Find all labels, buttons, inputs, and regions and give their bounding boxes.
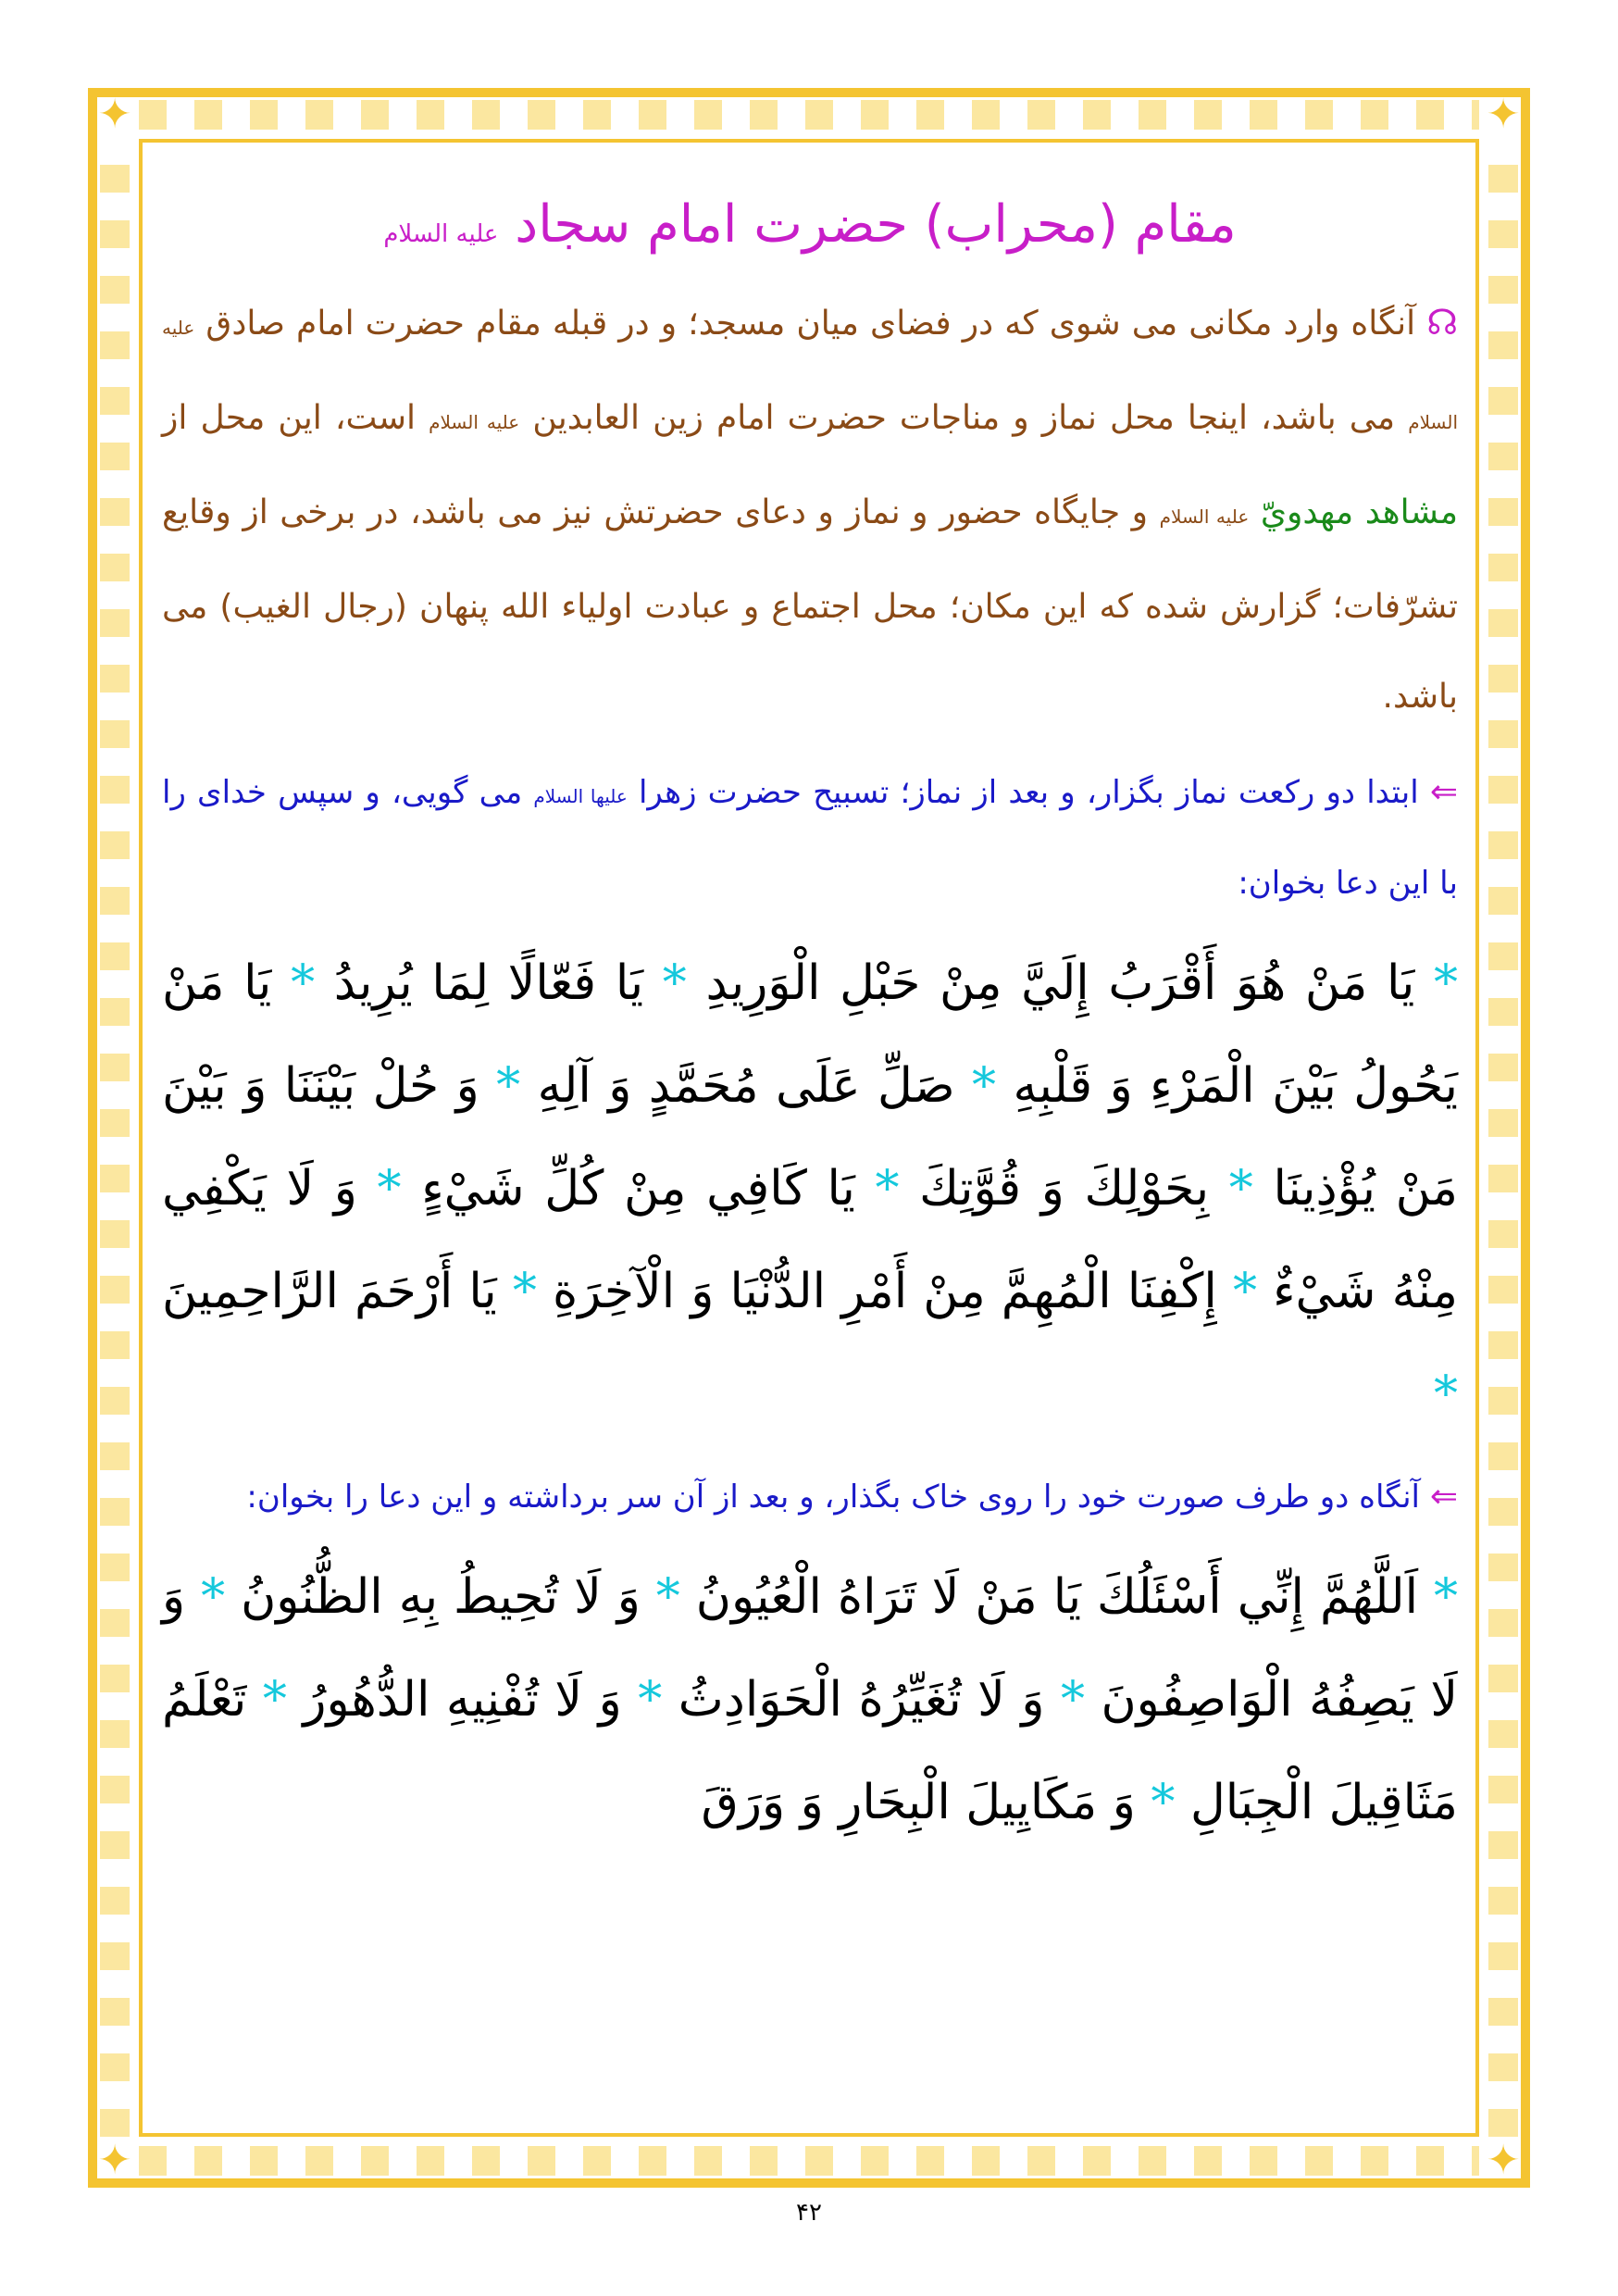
ornament-icon: ☊ xyxy=(1426,302,1458,343)
corner-ornament-icon: ✦ xyxy=(97,2137,132,2184)
star-separator-icon: * xyxy=(185,1569,242,1625)
star-separator-icon: * xyxy=(246,1672,304,1728)
star-separator-icon: * xyxy=(1414,955,1458,1011)
dua-phrase: وَ لَا تُفْنِيهِ الدُّهُورُ xyxy=(303,1672,622,1728)
page-title xyxy=(162,194,1458,255)
intro-text: است، این محل از xyxy=(162,399,417,437)
star-separator-icon: * xyxy=(1044,1672,1101,1728)
intro-text: می باشد، اینجا محل نماز و مناجات حضرت امام زین العابدین xyxy=(532,399,1396,437)
page-content xyxy=(162,181,1458,2106)
dua-phrase: يَا كَافِي مِنْ كُلِّ شَيْءٍ xyxy=(421,1161,855,1217)
dua-phrase: تَعْلَمُ مَثَاقِيلَ الْجِبَالِ xyxy=(162,1672,1458,1830)
arrow-icon: ⇐ xyxy=(1429,773,1459,811)
dua-phrase: يَا فَعّالًا لِمَا يُرِيدُ xyxy=(333,955,644,1011)
border-band-right xyxy=(1488,139,1518,2137)
intro-text: و جایگاه حضور و نماز و دعای حضرتش نیز می باشد، در برخی از وقایع تشرّفات؛ گزارش شده که این مکان؛ محل اجتماع و عبادت اولیاء الله پنهان (رجال الغیب) می باشد. xyxy=(162,493,1458,716)
border-band-top xyxy=(139,100,1479,130)
honorific: عليه السلام xyxy=(383,220,499,248)
arrow-icon: ⇐ xyxy=(1429,1478,1458,1516)
dua-phrase: وَ مَكَايِيلَ الْبِحَارِ وَ وَرَقَ xyxy=(701,1775,1136,1830)
dua-phrase: وَ لَا يَصِفُهُ الْوَاصِفُونَ xyxy=(162,1569,1459,1728)
highlight-text: مشاهد مهدويّ xyxy=(1260,493,1458,531)
instruction-text: آنگاه دو طرف صورت خود را روی خاک بگذار، و بعد از آن سر برداشته و این دعا را بخوان: xyxy=(246,1479,1421,1516)
dua-phrase: يَا مَنْ يَحُولُ بَيْنَ الْمَرْءِ وَ قَلْبِهِ xyxy=(162,955,1458,1114)
star-separator-icon: * xyxy=(854,1161,920,1217)
star-separator-icon: * xyxy=(1135,1775,1190,1830)
star-separator-icon: * xyxy=(640,1569,696,1625)
title-text: مقام (محراب) حضرت امام سجاد xyxy=(515,194,1237,255)
star-separator-icon: * xyxy=(1418,1569,1459,1625)
corner-ornament-icon: ✦ xyxy=(97,91,132,138)
star-separator-icon: * xyxy=(643,955,706,1011)
dua-phrase: صَلِّ عَلَى مُحَمَّدٍ وَ آلِهِ xyxy=(537,1058,955,1114)
intro-text: آنگاه وارد مکانی می شوی که در فضای میان مسجد؛ و در قبله مقام حضرت امام صادق xyxy=(205,305,1416,343)
honorific: عليه السلام xyxy=(429,411,520,433)
border-band-left xyxy=(100,139,130,2137)
star-separator-icon: * xyxy=(271,955,334,1011)
honorific: عليه السلام xyxy=(162,317,1458,433)
dua-phrase: يَا مَنْ هُوَ أَقْرَبُ إِلَيَّ مِنْ حَبْلِ الْوَرِيدِ xyxy=(705,955,1415,1011)
dua-phrase: وَ لَا تُغَيِّرُهُ الْحَوَادِثُ xyxy=(678,1672,1045,1728)
corner-ornament-icon: ✦ xyxy=(1486,2137,1521,2184)
honorific: عليه السلام xyxy=(1159,505,1250,528)
border-band-bottom xyxy=(139,2146,1479,2176)
dua-phrase: وَ لَا تُحِيطُ بِهِ الظُّنُونُ xyxy=(241,1569,641,1625)
instruction-1 xyxy=(162,749,1458,927)
page-number: ۴۲ xyxy=(796,2199,822,2227)
star-separator-icon: * xyxy=(496,1264,553,1319)
dua-1 xyxy=(162,932,1458,1446)
intro-paragraph xyxy=(162,278,1458,742)
star-separator-icon: * xyxy=(1434,1366,1458,1422)
dua-2 xyxy=(162,1546,1458,1854)
corner-ornament-icon: ✦ xyxy=(1486,91,1521,138)
star-separator-icon: * xyxy=(1216,1264,1274,1319)
instruction-text: می گویی، و سپس خدای را با این دعا بخوان: xyxy=(162,774,1458,902)
star-separator-icon: * xyxy=(1209,1161,1274,1217)
star-separator-icon: * xyxy=(356,1161,422,1217)
instruction-2 xyxy=(162,1454,1458,1541)
dua-phrase: بِحَوْلِكَ وَ قُوَّتِكَ xyxy=(919,1161,1210,1217)
dua-phrase: وَ لَا يَكْفِي مِنْهُ شَيْءٌ xyxy=(162,1161,1459,1319)
dua-phrase: اَللَّهُمَّ إِنِّي أَسْئَلُكَ يَا مَنْ لَا تَرَاهُ الْعُيُونُ xyxy=(695,1569,1419,1625)
star-separator-icon: * xyxy=(954,1058,1014,1114)
honorific: عليها السلام xyxy=(533,785,628,807)
dua-phrase: يَا أَرْحَمَ الرَّاحِمِينَ xyxy=(162,1264,497,1319)
dua-phrase: وَ حُلْ بَيْنَنَا وَ بَيْنَ مَنْ يُؤْذِينَا xyxy=(162,1058,1459,1217)
instruction-text: ابتدا دو رکعت نماز بگزار، و بعد از نماز؛ تسبیح حضرت زهرا xyxy=(638,774,1419,811)
dua-phrase: إِكْفِنَا الْمُهِمَّ مِنْ أَمْرِ الدُّنْيَا وَ الْآخِرَةِ xyxy=(552,1264,1217,1319)
star-separator-icon: * xyxy=(479,1058,538,1114)
star-separator-icon: * xyxy=(621,1672,678,1728)
